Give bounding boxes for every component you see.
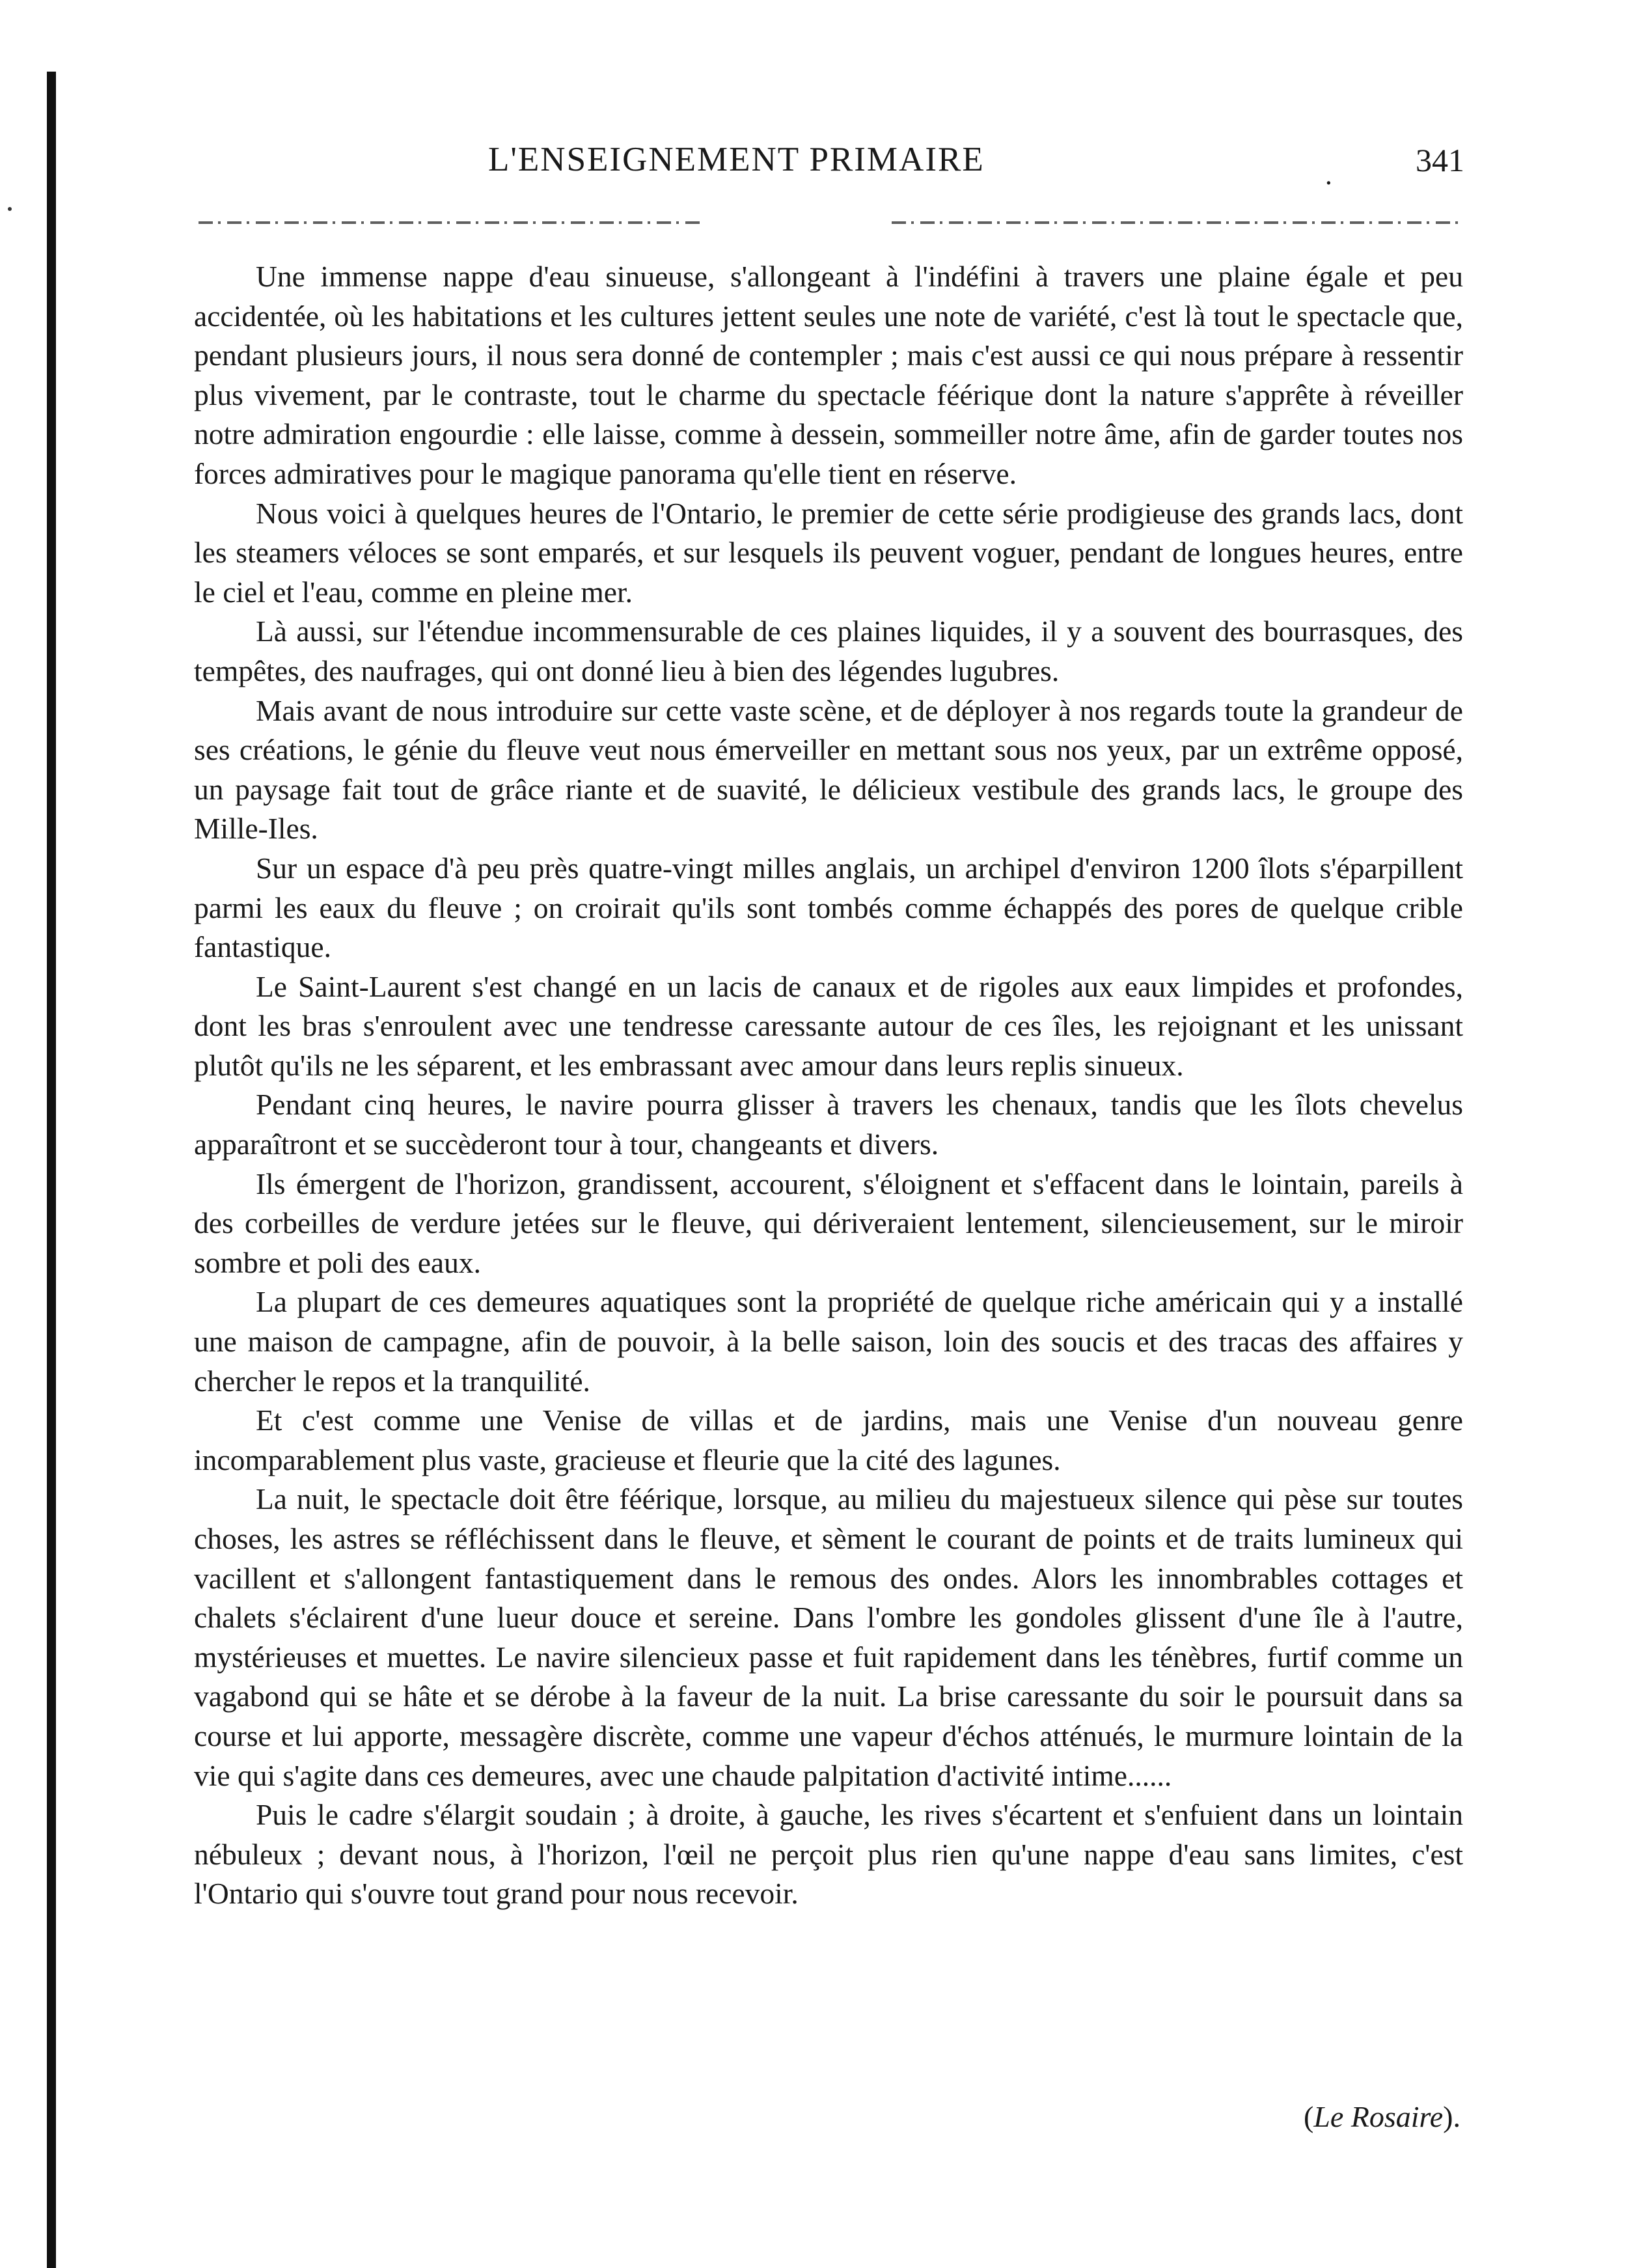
attribution-open: ( <box>1303 2100 1314 2133</box>
margin-speck <box>8 207 12 211</box>
paragraph: Et c'est comme une Venise de villas et de jardins, mais une Venise d'un nouveau genre incomparablement plus vaste, gracieuse et fleurie que la cité des lagunes. <box>194 1404 1463 1476</box>
paragraph: Le Saint-Laurent s'est changé en un lacis de canaux et de rigoles aux eaux limpides et profondes, dont les bras s'enroulent avec une tendresse caressante autour de ces îles, les rejoignant et les unissant plutôt qu'ils ne les séparent, et les embrassant avec amour dans leurs replis sinueux. <box>194 969 1463 1082</box>
paragraph: Une immense nappe d'eau sinueuse, s'allongeant à l'indéfini à travers une plaine égale et peu accidentée, où les habitations et les cultures jettent seules une note de variété, c'est là tout le spectacle que, pendant plusieurs jours, il nous sera donné de contempler ; mais c'est aussi ce qui nous prépare à ressentir plus vivement, par le contraste, tout le charme du spectacle féérique dont la nature s'apprête à réveiller notre admiration engourdie : elle laisse, comme à dessein, sommeiller notre âme, afin de garder toutes nos forces admiratives pour le magique panorama qu'elle tient en réserve. <box>194 260 1463 490</box>
binding-edge <box>47 72 56 2268</box>
paragraph: La plupart de ces demeures aquatiques sont la propriété de quelque riche américain qui y a installé une maison de campagne, afin de pouvoir, à la belle saison, loin des soucis et des tracas des affaires y chercher le repos et la tranquilité. <box>194 1285 1463 1398</box>
attribution-source: Le Rosaire <box>1313 2100 1444 2133</box>
paragraph: Puis le cadre s'élargit soudain ; à droite, à gauche, les rives s'écartent et s'enfuient dans un lointain nébuleux ; devant nous, à l'horizon, l'œil ne perçoit plus rien qu'une nappe d'eau sans limites, c'est l'Ontario qui s'ouvre tout grand pour nous recevoir. <box>194 1798 1463 1911</box>
paragraph: La nuit, le spectacle doit être féérique, lorsque, au milieu du majestueux silence qui pèse sur toutes choses, les astres se réfléchissent dans le fleuve, et sèment le courant de points et de traits lumineux qui vacillent et s'allongent fantastiquement dans le remous des ondes. Alors les innombrables cottages et chalets s'éclairent d'une lueur douce et sereine. Dans l'ombre les gondoles glissent d'une île à l'autre, mystérieuses et muettes. Le navire silencieux passe et fuit rapidement dans les ténèbres, furtif comme un vagabond qui se hâte et se dérobe à la faveur de la nuit. La brise caressante du soir le poursuit dans sa course et lui apporte, messagère discrète, comme une vapeur d'échos atténués, le murmure lointain de la vie qui s'agite dans ces demeures, avec une chaude palpitation d'activité intime...... <box>194 1482 1463 1792</box>
header-separator-dot: . <box>1324 161 1333 191</box>
page-header <box>195 140 1464 192</box>
paragraph: Sur un espace d'à peu près quatre-vingt milles anglais, un archipel d'environ 1200 îlots s'éparpillent parmi les eaux du fleuve ; on croirait qu'ils sont tombés comme échappés des pores de quelque crible fantastique. <box>194 851 1463 964</box>
header-rule-right <box>892 221 1458 224</box>
paragraph: Nous voici à quelques heures de l'Ontario, le premier de cette série prodigieuse des grands lacs, dont les steamers véloces se sont emparés, et sur lesquels ils peuvent voguer, pendant de longues heures, entre le ciel et l'eau, comme en pleine mer. <box>194 496 1463 609</box>
paragraph: Pendant cinq heures, le navire pourra glisser à travers les chenaux, tandis que les îlots chevelus apparaîtront et se succèderont tour à tour, changeants et divers. <box>194 1088 1463 1161</box>
paragraph: Là aussi, sur l'étendue incommensurable de ces plaines liquides, il y a souvent des bourrasques, des tempêtes, des naufrages, qui ont donné lieu à bien des légendes lugubres. <box>194 615 1463 687</box>
article-body <box>194 257 1463 1914</box>
page-number: 341 <box>1416 142 1464 178</box>
paragraph: Mais avant de nous introduire sur cette vaste scène, et de déployer à nos regards toute la grandeur de ses créations, le génie du fleuve veut nous émerveiller en mettant sous nos yeux, par un extrême opposé, un paysage fait tout de grâce riante et de suavité, le délicieux vestibule des grands lacs, le groupe des Mille-Iles. <box>194 693 1463 846</box>
paragraph: Ils émergent de l'horizon, grandissent, accourent, s'éloignent et s'effacent dans le lointain, pareils à des corbeilles de verdure jetées sur le fleuve, qui dériveraient lentement, silencieusement, sur le miroir sombre et poli des eaux. <box>194 1167 1463 1279</box>
header-rule-left <box>199 221 700 224</box>
attribution-close: ). <box>1443 2100 1461 2133</box>
source-attribution <box>1304 2099 1461 2134</box>
running-title: L'ENSEIGNEMENT PRIMAIRE <box>488 141 985 178</box>
